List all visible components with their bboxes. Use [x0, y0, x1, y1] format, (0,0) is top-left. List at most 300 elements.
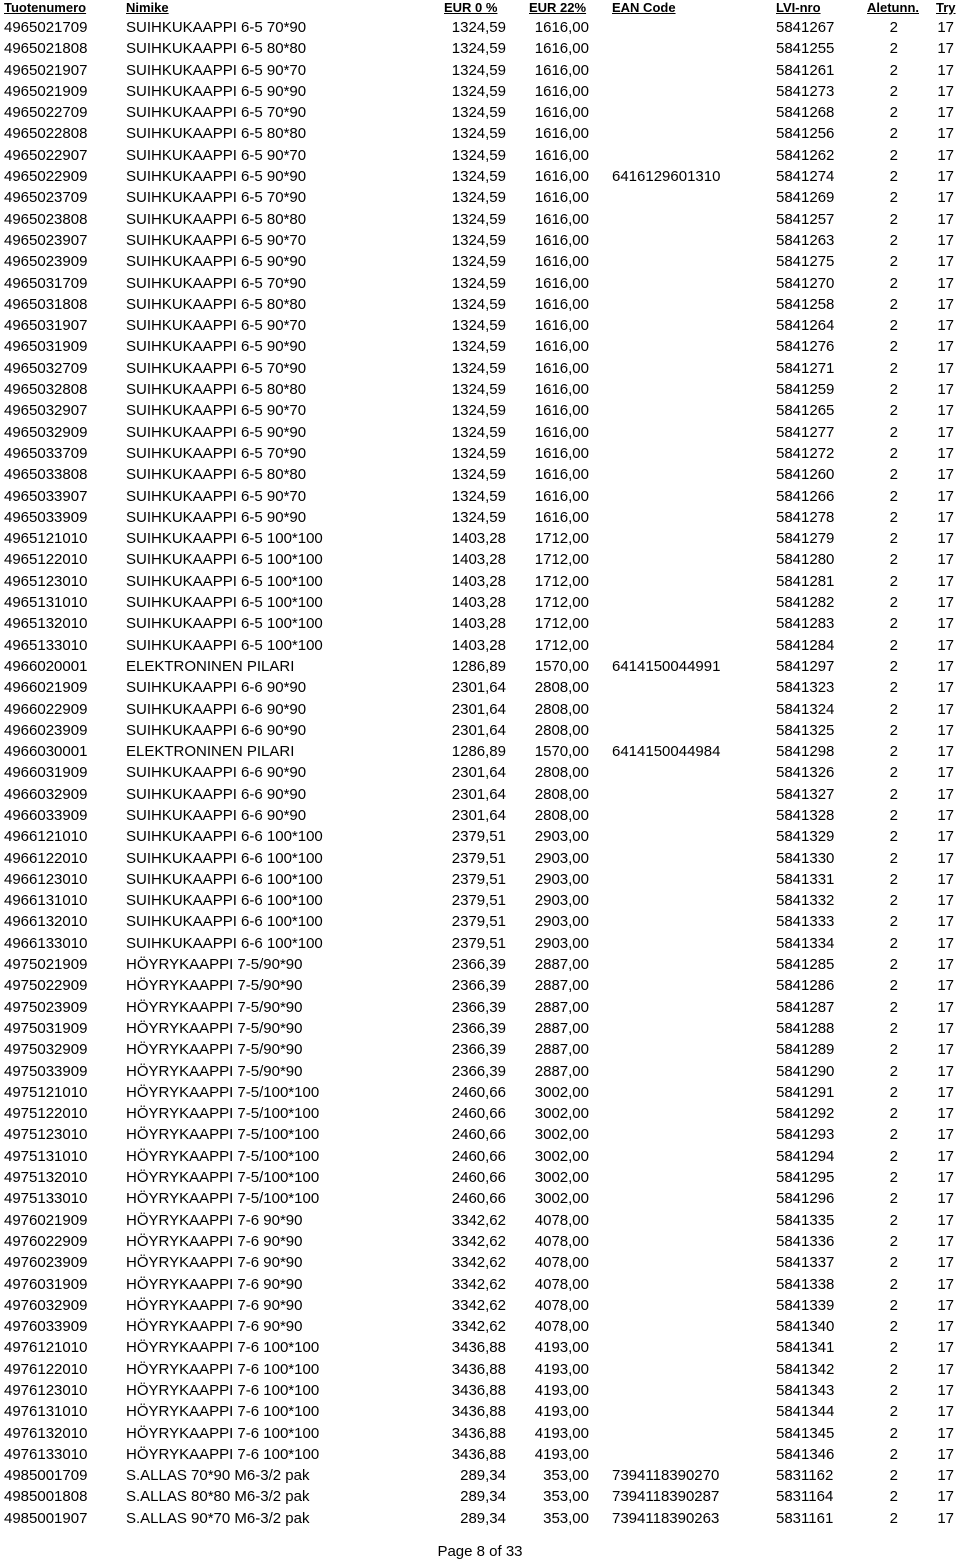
- cell-eur-22: 1570,00: [534, 657, 589, 675]
- cell-try: 17: [937, 1275, 954, 1293]
- table-row: [0, 81, 960, 102]
- cell-aletunn: 2: [889, 572, 898, 590]
- cell-try: 17: [937, 1403, 954, 1421]
- table-header: [0, 0, 960, 16]
- cell-eur-22: 2903,00: [534, 892, 589, 910]
- cell-lvi-nro: 5841257: [776, 210, 835, 228]
- header-lvi-nro: LVI-nro: [776, 0, 821, 15]
- cell-try: 17: [937, 359, 954, 377]
- table-row: [0, 656, 960, 677]
- cell-eur-0: 2301,64: [451, 806, 506, 824]
- cell-nimike: SUIHKUKAAPPI 6-6 90*90: [126, 785, 307, 803]
- cell-lvi-nro: 5841265: [776, 402, 835, 420]
- cell-eur-22: 4193,00: [534, 1360, 589, 1378]
- table-row: [0, 102, 960, 123]
- cell-tuotenumero: 4965022808: [4, 125, 88, 143]
- cell-lvi-nro: 5841335: [776, 1211, 835, 1229]
- cell-eur-22: 2808,00: [534, 764, 589, 782]
- cell-eur-22: 2887,00: [534, 1019, 589, 1037]
- cell-eur-0: 289,34: [460, 1467, 506, 1485]
- cell-eur-0: 2379,51: [451, 828, 506, 846]
- cell-nimike: SUIHKUKAAPPI 6-5 70*90: [126, 189, 307, 207]
- cell-lvi-nro: 5841260: [776, 466, 835, 484]
- cell-aletunn: 2: [889, 870, 898, 888]
- cell-lvi-nro: 5841339: [776, 1296, 835, 1314]
- cell-aletunn: 2: [889, 849, 898, 867]
- cell-eur-22: 4193,00: [534, 1339, 589, 1357]
- table-row: [0, 294, 960, 315]
- cell-eur-0: 2379,51: [451, 892, 506, 910]
- cell-eur-0: 1324,59: [451, 487, 506, 505]
- cell-ean-code: 6414150044991: [612, 657, 721, 675]
- cell-aletunn: 2: [889, 1105, 898, 1123]
- cell-try: 17: [937, 1509, 954, 1527]
- cell-eur-22: 4078,00: [534, 1211, 589, 1229]
- cell-nimike: SUIHKUKAAPPI 6-5 80*80: [126, 381, 307, 399]
- cell-try: 17: [937, 572, 954, 590]
- table-row: [0, 1486, 960, 1507]
- cell-lvi-nro: 5841324: [776, 700, 835, 718]
- cell-aletunn: 2: [889, 785, 898, 803]
- cell-try: 17: [937, 1041, 954, 1059]
- table-row: [0, 1252, 960, 1273]
- cell-eur-22: 2808,00: [534, 806, 589, 824]
- cell-lvi-nro: 5841342: [776, 1360, 835, 1378]
- cell-nimike: HÖYRYKAAPPI 7-5/90*90: [126, 977, 303, 995]
- cell-tuotenumero: 4975023909: [4, 998, 88, 1016]
- table-row: [0, 699, 960, 720]
- cell-tuotenumero: 4976132010: [4, 1424, 88, 1442]
- cell-lvi-nro: 5841268: [776, 104, 835, 122]
- table-row: [0, 379, 960, 400]
- table-row: [0, 741, 960, 762]
- cell-tuotenumero: 4976123010: [4, 1382, 88, 1399]
- cell-nimike: SUIHKUKAAPPI 6-6 100*100: [126, 828, 323, 846]
- table-row: [0, 507, 960, 528]
- table-row: [0, 1423, 960, 1444]
- cell-eur-0: 1324,59: [451, 444, 506, 462]
- cell-try: 17: [937, 700, 954, 718]
- cell-eur-22: 3002,00: [534, 1105, 589, 1123]
- cell-lvi-nro: 5841332: [776, 892, 835, 910]
- cell-aletunn: 2: [889, 1275, 898, 1293]
- cell-lvi-nro: 5841344: [776, 1403, 835, 1421]
- cell-lvi-nro: 5841264: [776, 317, 835, 335]
- cell-eur-0: 3436,88: [451, 1339, 506, 1357]
- cell-eur-22: 4078,00: [534, 1318, 589, 1336]
- cell-nimike: SUIHKUKAAPPI 6-6 100*100: [126, 913, 323, 931]
- cell-eur-0: 2460,66: [451, 1147, 506, 1165]
- cell-lvi-nro: 5841272: [776, 444, 835, 462]
- cell-lvi-nro: 5841262: [776, 146, 835, 164]
- cell-nimike: SUIHKUKAAPPI 6-6 90*90: [126, 700, 307, 718]
- cell-try: 17: [937, 1360, 954, 1378]
- cell-try: 17: [937, 274, 954, 292]
- cell-eur-22: 1712,00: [534, 572, 589, 590]
- table-row: [0, 1465, 960, 1486]
- cell-aletunn: 2: [889, 210, 898, 228]
- cell-lvi-nro: 5841275: [776, 253, 835, 271]
- cell-tuotenumero: 4965023808: [4, 210, 88, 228]
- cell-aletunn: 2: [889, 317, 898, 335]
- table-row: [0, 975, 960, 996]
- cell-ean-code: 7394118390287: [612, 1488, 720, 1506]
- cell-eur-0: 2379,51: [451, 913, 506, 931]
- cell-aletunn: 2: [889, 1509, 898, 1527]
- cell-aletunn: 2: [889, 466, 898, 484]
- cell-eur-0: 1286,89: [451, 743, 506, 761]
- cell-nimike: HÖYRYKAAPPI 7-6 100*100: [126, 1360, 320, 1378]
- cell-aletunn: 2: [889, 189, 898, 207]
- cell-eur-22: 1616,00: [534, 19, 589, 36]
- cell-try: 17: [937, 104, 954, 122]
- cell-tuotenumero: 4975132010: [4, 1169, 88, 1187]
- cell-try: 17: [937, 1467, 954, 1485]
- cell-eur-22: 1616,00: [534, 487, 589, 505]
- cell-ean-code: 6416129601310: [612, 168, 721, 186]
- cell-aletunn: 2: [889, 423, 898, 441]
- cell-aletunn: 2: [889, 359, 898, 377]
- cell-tuotenumero: 4976033909: [4, 1318, 88, 1336]
- cell-ean-code: 7394118390263: [612, 1509, 720, 1527]
- cell-tuotenumero: 4965021907: [4, 61, 88, 79]
- cell-try: 17: [937, 721, 954, 739]
- cell-eur-22: 2903,00: [534, 934, 589, 952]
- cell-aletunn: 2: [889, 1445, 898, 1463]
- cell-try: 17: [937, 594, 954, 612]
- cell-tuotenumero: 4976032909: [4, 1296, 88, 1314]
- cell-tuotenumero: 4966122010: [4, 849, 88, 867]
- cell-lvi-nro: 5841270: [776, 274, 835, 292]
- cell-nimike: HÖYRYKAAPPI 7-5/100*100: [126, 1190, 320, 1208]
- cell-nimike: SUIHKUKAAPPI 6-5 90*70: [126, 61, 307, 79]
- cell-eur-0: 1324,59: [451, 423, 506, 441]
- cell-aletunn: 2: [889, 1062, 898, 1080]
- cell-eur-0: 2301,64: [451, 764, 506, 782]
- cell-aletunn: 2: [889, 61, 898, 79]
- cell-lvi-nro: 5841288: [776, 1019, 835, 1037]
- cell-lvi-nro: 5841286: [776, 977, 835, 995]
- cell-eur-22: 2887,00: [534, 977, 589, 995]
- cell-eur-22: 2887,00: [534, 1041, 589, 1059]
- cell-aletunn: 2: [889, 146, 898, 164]
- cell-nimike: SUIHKUKAAPPI 6-5 80*80: [126, 466, 307, 484]
- table-row: [0, 762, 960, 783]
- cell-lvi-nro: 5831162: [776, 1467, 834, 1485]
- cell-aletunn: 2: [889, 806, 898, 824]
- cell-try: 17: [937, 934, 954, 952]
- cell-lvi-nro: 5841274: [776, 168, 835, 186]
- cell-eur-22: 1616,00: [534, 338, 589, 356]
- cell-tuotenumero: 4965132010: [4, 615, 88, 633]
- cell-aletunn: 2: [889, 1147, 898, 1165]
- table-row: [0, 17, 960, 38]
- cell-try: 17: [937, 1169, 954, 1187]
- cell-aletunn: 2: [889, 1232, 898, 1250]
- cell-eur-0: 3436,88: [451, 1403, 506, 1421]
- cell-nimike: HÖYRYKAAPPI 7-5/90*90: [126, 1062, 303, 1080]
- cell-aletunn: 2: [889, 1339, 898, 1357]
- cell-nimike: HÖYRYKAAPPI 7-6 100*100: [126, 1445, 320, 1463]
- cell-aletunn: 2: [889, 19, 898, 36]
- cell-eur-22: 1616,00: [534, 125, 589, 143]
- table-row: [0, 1103, 960, 1124]
- cell-tuotenumero: 4966020001: [4, 657, 88, 675]
- cell-tuotenumero: 4965022909: [4, 168, 88, 186]
- cell-eur-0: 2301,64: [451, 721, 506, 739]
- cell-try: 17: [937, 125, 954, 143]
- cell-lvi-nro: 5841282: [776, 594, 835, 612]
- cell-eur-0: 1403,28: [451, 572, 506, 590]
- cell-aletunn: 2: [889, 1382, 898, 1399]
- cell-try: 17: [937, 1126, 954, 1144]
- table-row: [0, 1061, 960, 1082]
- cell-lvi-nro: 5841323: [776, 679, 835, 697]
- cell-nimike: SUIHKUKAAPPI 6-6 100*100: [126, 934, 323, 952]
- cell-eur-22: 1712,00: [534, 551, 589, 569]
- cell-try: 17: [937, 828, 954, 846]
- table-row: [0, 1167, 960, 1188]
- header-eur-0: EUR 0 %: [444, 0, 498, 15]
- cell-eur-22: 4078,00: [534, 1296, 589, 1314]
- table-row: [0, 1231, 960, 1252]
- cell-ean-code: 7394118390270: [612, 1467, 720, 1485]
- cell-eur-0: 3342,62: [451, 1232, 506, 1250]
- cell-nimike: HÖYRYKAAPPI 7-6 100*100: [126, 1424, 320, 1442]
- cell-try: 17: [937, 764, 954, 782]
- cell-eur-22: 1616,00: [534, 359, 589, 377]
- cell-eur-22: 1616,00: [534, 231, 589, 249]
- cell-tuotenumero: 4965021909: [4, 82, 88, 100]
- cell-aletunn: 2: [889, 508, 898, 526]
- cell-aletunn: 2: [889, 615, 898, 633]
- cell-try: 17: [937, 657, 954, 675]
- cell-eur-0: 2366,39: [451, 956, 506, 974]
- cell-tuotenumero: 4966021909: [4, 679, 88, 697]
- table-row: [0, 443, 960, 464]
- cell-tuotenumero: 4965022907: [4, 146, 88, 164]
- table-row: [0, 1039, 960, 1060]
- cell-tuotenumero: 4975032909: [4, 1041, 88, 1059]
- cell-eur-22: 1616,00: [534, 295, 589, 313]
- table-row: [0, 805, 960, 826]
- cell-nimike: SUIHKUKAAPPI 6-5 100*100: [126, 615, 323, 633]
- cell-eur-22: 1712,00: [534, 615, 589, 633]
- cell-aletunn: 2: [889, 40, 898, 58]
- table-row: [0, 1082, 960, 1103]
- cell-eur-0: 1324,59: [451, 231, 506, 249]
- cell-eur-22: 2808,00: [534, 721, 589, 739]
- cell-eur-22: 353,00: [543, 1488, 589, 1506]
- cell-eur-0: 1324,59: [451, 61, 506, 79]
- cell-eur-0: 1324,59: [451, 338, 506, 356]
- table-row: [0, 720, 960, 741]
- cell-nimike: ELEKTRONINEN PILARI: [126, 743, 295, 761]
- cell-nimike: SUIHKUKAAPPI 6-5 90*70: [126, 487, 307, 505]
- cell-try: 17: [937, 295, 954, 313]
- cell-eur-22: 1616,00: [534, 317, 589, 335]
- cell-tuotenumero: 4965021808: [4, 40, 88, 58]
- cell-lvi-nro: 5841298: [776, 743, 835, 761]
- cell-tuotenumero: 4965023909: [4, 253, 88, 271]
- cell-aletunn: 2: [889, 977, 898, 995]
- cell-lvi-nro: 5841291: [776, 1083, 835, 1101]
- cell-try: 17: [937, 956, 954, 974]
- cell-eur-22: 1616,00: [534, 210, 589, 228]
- cell-lvi-nro: 5841292: [776, 1105, 835, 1123]
- cell-eur-22: 1712,00: [534, 530, 589, 548]
- table-row: [0, 528, 960, 549]
- cell-eur-0: 1324,59: [451, 359, 506, 377]
- cell-nimike: SUIHKUKAAPPI 6-6 90*90: [126, 764, 307, 782]
- cell-nimike: HÖYRYKAAPPI 7-6 100*100: [126, 1403, 320, 1421]
- cell-nimike: HÖYRYKAAPPI 7-6 100*100: [126, 1339, 320, 1357]
- cell-try: 17: [937, 785, 954, 803]
- cell-aletunn: 2: [889, 1190, 898, 1208]
- cell-try: 17: [937, 40, 954, 58]
- cell-eur-0: 2366,39: [451, 998, 506, 1016]
- cell-aletunn: 2: [889, 444, 898, 462]
- cell-eur-22: 4193,00: [534, 1445, 589, 1463]
- cell-tuotenumero: 4965033808: [4, 466, 88, 484]
- cell-aletunn: 2: [889, 530, 898, 548]
- cell-eur-22: 2808,00: [534, 700, 589, 718]
- table-row: [0, 549, 960, 570]
- cell-tuotenumero: 4965033709: [4, 444, 88, 462]
- cell-tuotenumero: 4965032909: [4, 423, 88, 441]
- cell-eur-22: 1616,00: [534, 189, 589, 207]
- cell-nimike: S.ALLAS 80*80 M6-3/2 pak: [126, 1488, 310, 1506]
- cell-nimike: HÖYRYKAAPPI 7-6 90*90: [126, 1232, 303, 1250]
- table-row: [0, 464, 960, 485]
- table-row: [0, 1316, 960, 1337]
- table-row: [0, 315, 960, 336]
- cell-tuotenumero: 4965032709: [4, 359, 88, 377]
- cell-aletunn: 2: [889, 892, 898, 910]
- table-row: [0, 336, 960, 357]
- cell-try: 17: [937, 423, 954, 441]
- cell-nimike: SUIHKUKAAPPI 6-5 90*70: [126, 231, 307, 249]
- cell-nimike: SUIHKUKAAPPI 6-5 90*90: [126, 338, 307, 356]
- cell-try: 17: [937, 1147, 954, 1165]
- cell-tuotenumero: 4975031909: [4, 1019, 88, 1037]
- cell-eur-0: 1324,59: [451, 295, 506, 313]
- cell-aletunn: 2: [889, 721, 898, 739]
- cell-eur-0: 1324,59: [451, 508, 506, 526]
- cell-lvi-nro: 5841279: [776, 530, 835, 548]
- cell-eur-0: 1286,89: [451, 657, 506, 675]
- cell-try: 17: [937, 1232, 954, 1250]
- cell-lvi-nro: 5841295: [776, 1169, 835, 1187]
- cell-aletunn: 2: [889, 764, 898, 782]
- cell-eur-0: 2460,66: [451, 1126, 506, 1144]
- cell-nimike: SUIHKUKAAPPI 6-5 90*70: [126, 146, 307, 164]
- cell-try: 17: [937, 1105, 954, 1123]
- cell-tuotenumero: 4965022709: [4, 104, 88, 122]
- cell-tuotenumero: 4976022909: [4, 1232, 88, 1250]
- table-row: [0, 954, 960, 975]
- cell-eur-0: 3436,88: [451, 1424, 506, 1442]
- cell-aletunn: 2: [889, 551, 898, 569]
- cell-nimike: SUIHKUKAAPPI 6-5 70*90: [126, 444, 307, 462]
- cell-eur-0: 1324,59: [451, 381, 506, 399]
- cell-nimike: SUIHKUKAAPPI 6-5 100*100: [126, 636, 323, 654]
- cell-try: 17: [937, 1296, 954, 1314]
- cell-eur-22: 1616,00: [534, 253, 589, 271]
- cell-tuotenumero: 4965031907: [4, 317, 88, 335]
- cell-nimike: S.ALLAS 90*70 M6-3/2 pak: [126, 1509, 310, 1527]
- cell-eur-0: 2460,66: [451, 1169, 506, 1187]
- cell-tuotenumero: 4966123010: [4, 870, 88, 888]
- cell-nimike: SUIHKUKAAPPI 6-5 90*90: [126, 508, 307, 526]
- cell-lvi-nro: 5841330: [776, 849, 835, 867]
- cell-aletunn: 2: [889, 1488, 898, 1506]
- cell-aletunn: 2: [889, 274, 898, 292]
- cell-aletunn: 2: [889, 104, 898, 122]
- cell-nimike: SUIHKUKAAPPI 6-5 80*80: [126, 125, 307, 143]
- cell-try: 17: [937, 743, 954, 761]
- cell-eur-22: 2903,00: [534, 913, 589, 931]
- table-row: [0, 123, 960, 144]
- cell-eur-0: 3342,62: [451, 1254, 506, 1272]
- cell-nimike: HÖYRYKAAPPI 7-6 100*100: [126, 1382, 320, 1399]
- cell-aletunn: 2: [889, 1019, 898, 1037]
- table-row: [0, 187, 960, 208]
- cell-tuotenumero: 4965031709: [4, 274, 88, 292]
- cell-try: 17: [937, 1019, 954, 1037]
- cell-try: 17: [937, 189, 954, 207]
- cell-eur-0: 1324,59: [451, 40, 506, 58]
- cell-nimike: HÖYRYKAAPPI 7-5/90*90: [126, 956, 303, 974]
- table-row: [0, 209, 960, 230]
- cell-eur-22: 2903,00: [534, 870, 589, 888]
- cell-eur-0: 2379,51: [451, 934, 506, 952]
- cell-eur-22: 2903,00: [534, 849, 589, 867]
- table-row: [0, 677, 960, 698]
- cell-lvi-nro: 5841326: [776, 764, 835, 782]
- cell-lvi-nro: 5841276: [776, 338, 835, 356]
- table-row: [0, 1146, 960, 1167]
- cell-nimike: SUIHKUKAAPPI 6-5 80*80: [126, 295, 307, 313]
- cell-aletunn: 2: [889, 1424, 898, 1442]
- cell-try: 17: [937, 551, 954, 569]
- cell-lvi-nro: 5841281: [776, 572, 835, 590]
- cell-eur-0: 1403,28: [451, 636, 506, 654]
- cell-lvi-nro: 5841293: [776, 1126, 835, 1144]
- cell-nimike: ELEKTRONINEN PILARI: [126, 657, 295, 675]
- table-row: [0, 486, 960, 507]
- cell-aletunn: 2: [889, 125, 898, 143]
- cell-aletunn: 2: [889, 168, 898, 186]
- table-row: [0, 400, 960, 421]
- cell-tuotenumero: 4985001808: [4, 1488, 88, 1506]
- cell-eur-22: 4193,00: [534, 1382, 589, 1399]
- cell-nimike: SUIHKUKAAPPI 6-5 90*90: [126, 168, 307, 186]
- cell-tuotenumero: 4976031909: [4, 1275, 88, 1293]
- cell-eur-22: 1616,00: [534, 423, 589, 441]
- cell-eur-22: 3002,00: [534, 1083, 589, 1101]
- cell-tuotenumero: 4965031909: [4, 338, 88, 356]
- cell-eur-22: 1570,00: [534, 743, 589, 761]
- cell-nimike: SUIHKUKAAPPI 6-6 90*90: [126, 806, 307, 824]
- cell-eur-22: 4078,00: [534, 1275, 589, 1293]
- cell-eur-22: 1616,00: [534, 274, 589, 292]
- cell-lvi-nro: 5841294: [776, 1147, 835, 1165]
- cell-aletunn: 2: [889, 998, 898, 1016]
- cell-eur-0: 2379,51: [451, 870, 506, 888]
- cell-try: 17: [937, 508, 954, 526]
- cell-eur-0: 1403,28: [451, 551, 506, 569]
